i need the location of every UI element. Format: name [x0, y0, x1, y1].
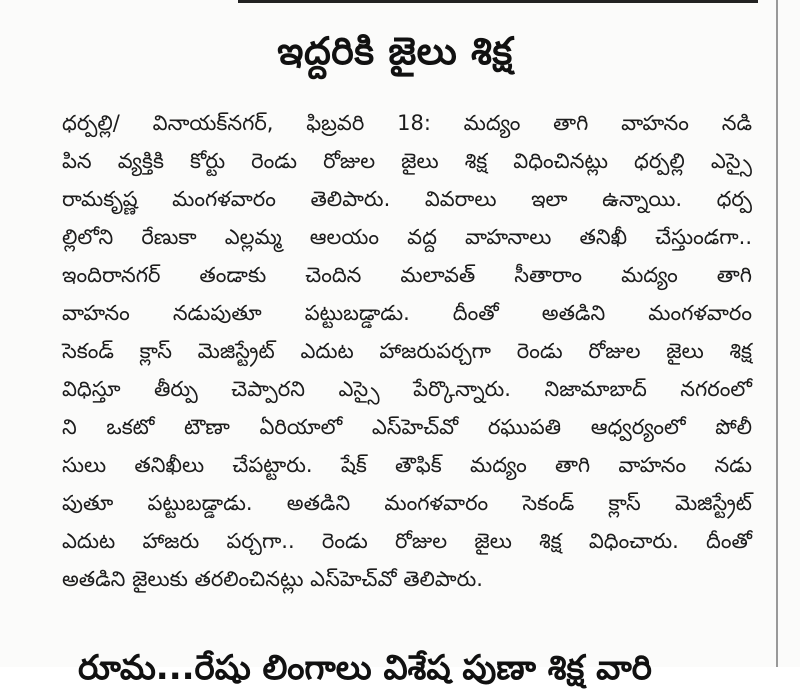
article-line: వాహనం నడుపుతూ పట్టుబడ్డాడు. దీంతో అతడిని మంగళవారం [62, 301, 752, 325]
article-line: రామకృష్ణ మంగళవారం తెలిపారు. వివరాలు ఇలా ఉన్నాయి. ధర్ప [62, 187, 752, 211]
article-line: సులు తనిఖీలు చేపట్టారు. షేక్ తౌఫిక్ మద్యం తాగి వాహనం నడు [62, 453, 752, 477]
right-column-rule [776, 0, 778, 667]
article-line: ల్లిలోని రేణుకా ఎల్లమ్మ ఆలయం వద్ద వాహనాలు తనిఖీ చేస్తుండగా.. [62, 225, 752, 249]
article-line: సెకండ్ క్లాస్ మెజిస్ట్రేట్ ఎదుట హాజరుపర్చగా రెండు రోజుల జైలు శిక్ష [62, 339, 752, 363]
top-column-rule [238, 0, 758, 3]
next-article-headline: రూమ...రేషు లింగాలు విశేష పుణా శిక్ష వారి [78, 648, 652, 688]
article-body [62, 104, 752, 598]
article-line: ని ఒకటో టౌణా ఏరియాలో ఎస్‌హెచ్‌వో రఘుపతి ఆధ్వర్యంలో పోలీ [62, 415, 752, 439]
article-line: పిన వ్యక్తికి కోర్టు రెండు రోజుల జైలు శిక్ష విధించినట్లు ధర్పల్లి ఎస్సై [62, 149, 752, 173]
article-headline: ఇద్దరికి జైలు శిక్ష [277, 29, 513, 73]
article-line: పుతూ పట్టుబడ్డాడు. అతడిని మంగళవారం సెకండ్ క్లాస్ మెజిస్ట్రేట్ [62, 491, 752, 515]
article-line: విధిస్తూ తీర్పు చెప్పారని ఎస్సై పేర్కొన్నారు. నిజామాబాద్ నగరంలో [62, 377, 752, 401]
article-line: అతడిని జైలుకు తరలించినట్లు ఎస్‌హెచ్‌వో తెలిపారు. [62, 567, 483, 591]
article-line: ఎదుట హాజరు పర్చగా.. రెండు రోజుల జైలు శిక్ష విధించారు. దీంతో [62, 529, 752, 553]
article-line: ఇందిరానగర్ తండాకు చెందిన మలావత్ సీతారాం మద్యం తాగి [62, 263, 752, 287]
article-line: ధర్పల్లి/ వినాయక్‌నగర్, ఫిబ్రవరి 18: మద్యం తాగి వాహనం నడి [62, 111, 752, 135]
